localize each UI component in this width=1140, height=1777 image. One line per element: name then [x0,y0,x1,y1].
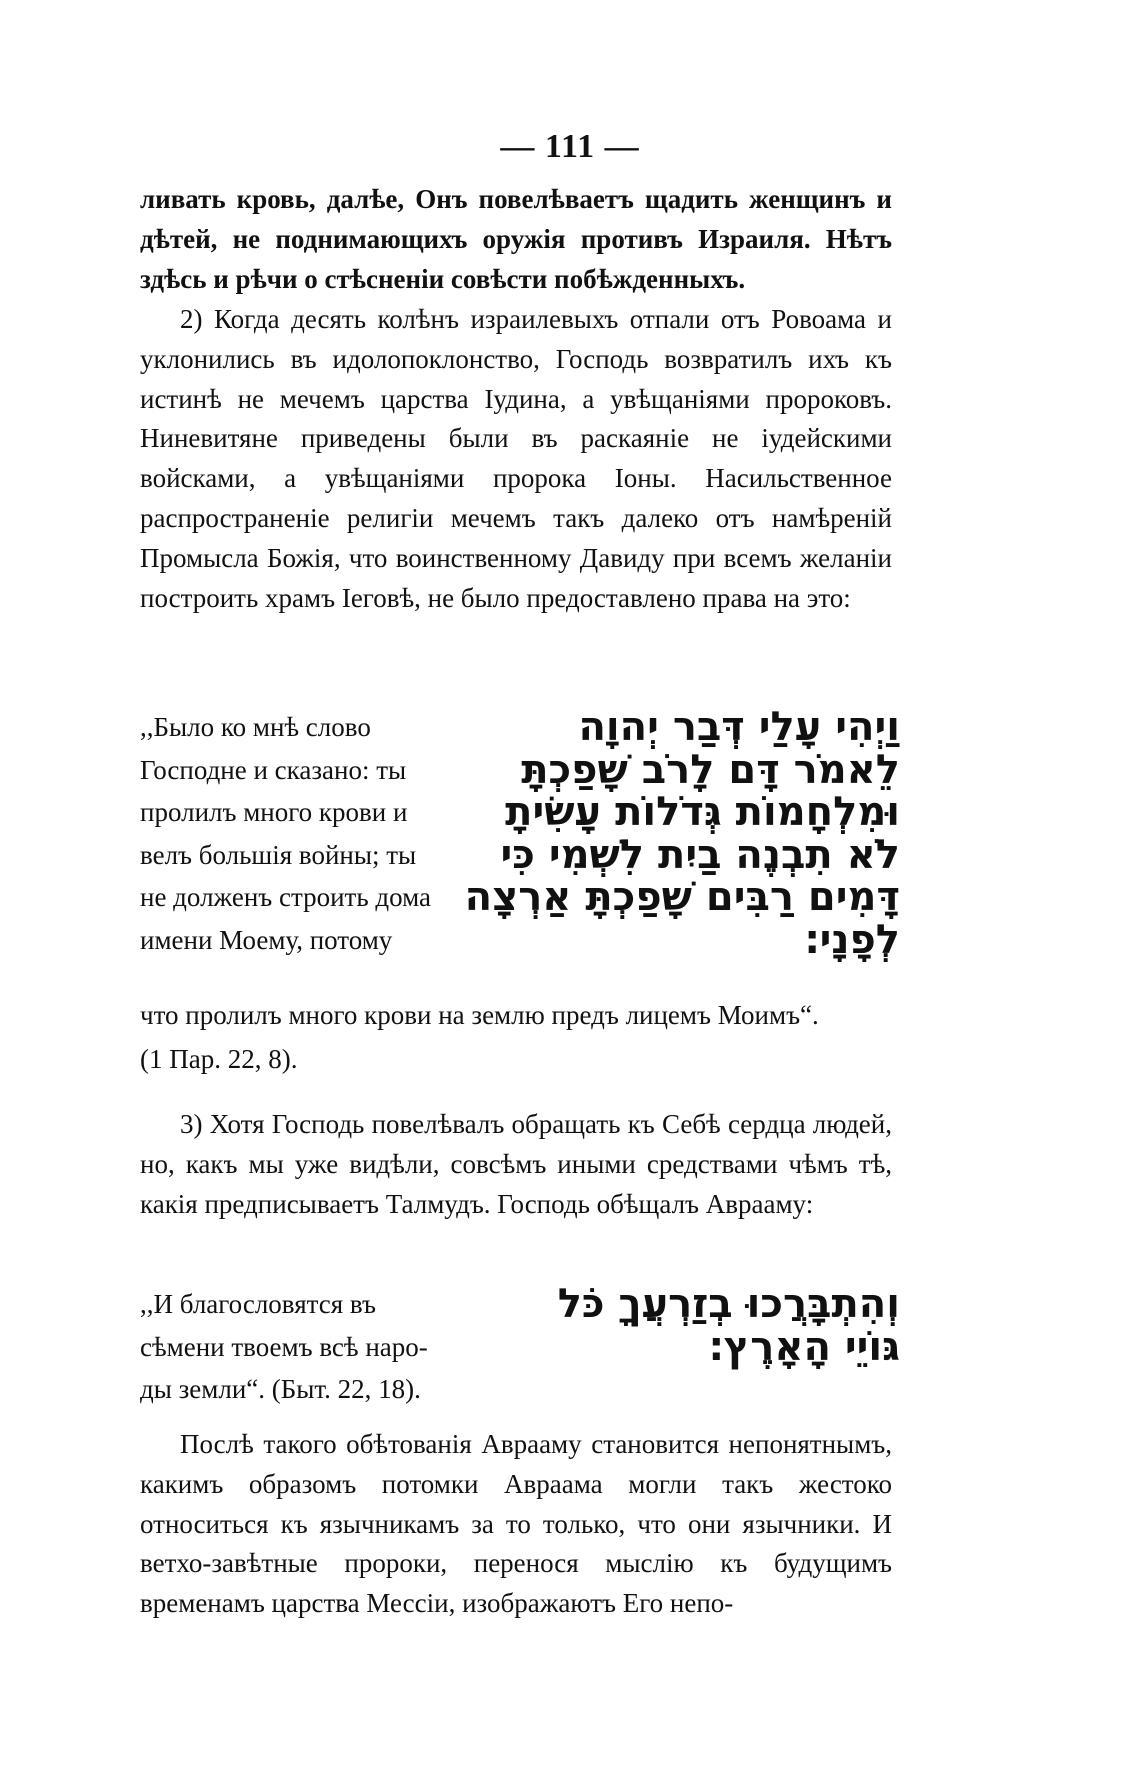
hebrew-line: לֹא תִבְנֶה בַיִת לִשְׁמִי כִּי [500,831,900,878]
paragraph-4: Послѣ такого обѣтованія Аврааму становится непонятнымъ, какимъ образомъ потомки Авраама могли такъ жестоко относиться къ язычникамъ за то только, что они язычники. И ветхо-завѣтные пророки, перенося мыслію къ будущимъ временамъ царства Мессіи, изображаютъ Его непо- [140,1429,892,1619]
page-number: — 111 — [500,128,640,165]
hebrew-line: דָּמִים רַבִּים שָׁפַכְתָּ אַרְצָה [464,874,900,920]
quote-2-line: ды земли“. (Быт. 22, 18). [140,1374,421,1404]
quote-1-russian [140,706,450,961]
paragraph-3: 3) Хотя Господь повелѣвалъ обращать къ Себѣ сердца людей, но, какъ мы уже видѣли, совсѣмъ иными средствами чѣмъ тѣ, какія предписываетъ Талмудъ. Господь обѣщалъ Аврааму: [140,1109,892,1219]
paragraph-continuation [140,180,892,299]
quote-1-line: велъ большія войны; ты [140,839,417,870]
quote-1-line: Господне и сказано: ты [140,754,407,785]
quote-1-line: не долженъ строить дома [140,882,432,912]
hebrew-line: לְפָנָי׃ [804,916,900,963]
closing-paragraph [140,1425,892,1624]
hebrew-line: לֵאמֹר דָּם לָרֹב שָׁפַכְתָּ [521,746,900,793]
paragraph-2: 2) Когда десять колѣнъ израилевыхъ отпали отъ Ровоама и уклонились въ идолопоклонство, Господь возвратилъ ихъ къ истинѣ не мечемъ царства Іудина, а увѣщаніями пророковъ. Ниневитяне приведены были въ раскаяніе не іудейскими войсками, а увѣщаніями пророка Іоны. Насильственное распространеніе религіи мечемъ такъ далеко отъ намѣреній Промысла Божія, что воинственному Давиду при всемъ желаніи построить храмъ Іеговѣ, не было предоставлено права на это: [140,304,892,613]
quote-2-russian [140,1283,450,1411]
quote-1-hebrew [460,706,900,961]
quote-1-line: имени Моему, потому [140,924,393,955]
paragraph-1: ливать кровь, далѣе, Онъ повелѣваетъ щадить женщинъ и дѣтей, не поднимающихъ оружія противъ Израиля. Нѣтъ здѣсь и рѣчи о стѣсненіи совѣсти побѣжденныхъ. [140,184,892,294]
quote-chronicles [140,706,900,1096]
section-3 [140,1105,892,1224]
quote-genesis [140,1283,900,1413]
quote-1-line: ,,Было ко мнѣ слово [140,712,371,742]
quote-1-reference: (1 Пар. 22, 8). [140,1044,298,1074]
section-2 [140,300,892,618]
hebrew-line: גּוֹיֵי הָאָרֶץ׃ [708,1323,900,1370]
quote-1-line: пролилъ много крови и [140,797,408,827]
hebrew-line: וַיְהִי עָלַי דְּבַר יְהוָה [578,704,900,750]
quote-2-line: сѣмени твоемъ всѣ наро- [140,1331,428,1362]
quote-2-line: ,,И благословятся въ [140,1289,376,1319]
quote-2-hebrew [460,1283,900,1368]
hebrew-line: וְהִתְבָּרֲכוּ בְזַרְעֲךָ כֹּל [557,1281,900,1327]
quote-1-tail: что пролилъ много крови на землю предъ лицемъ Моимъ“. [140,1000,819,1030]
hebrew-line: וּמִלְחָמוֹת גְּדֹלוֹת עָשִׂיתָ [505,789,900,835]
